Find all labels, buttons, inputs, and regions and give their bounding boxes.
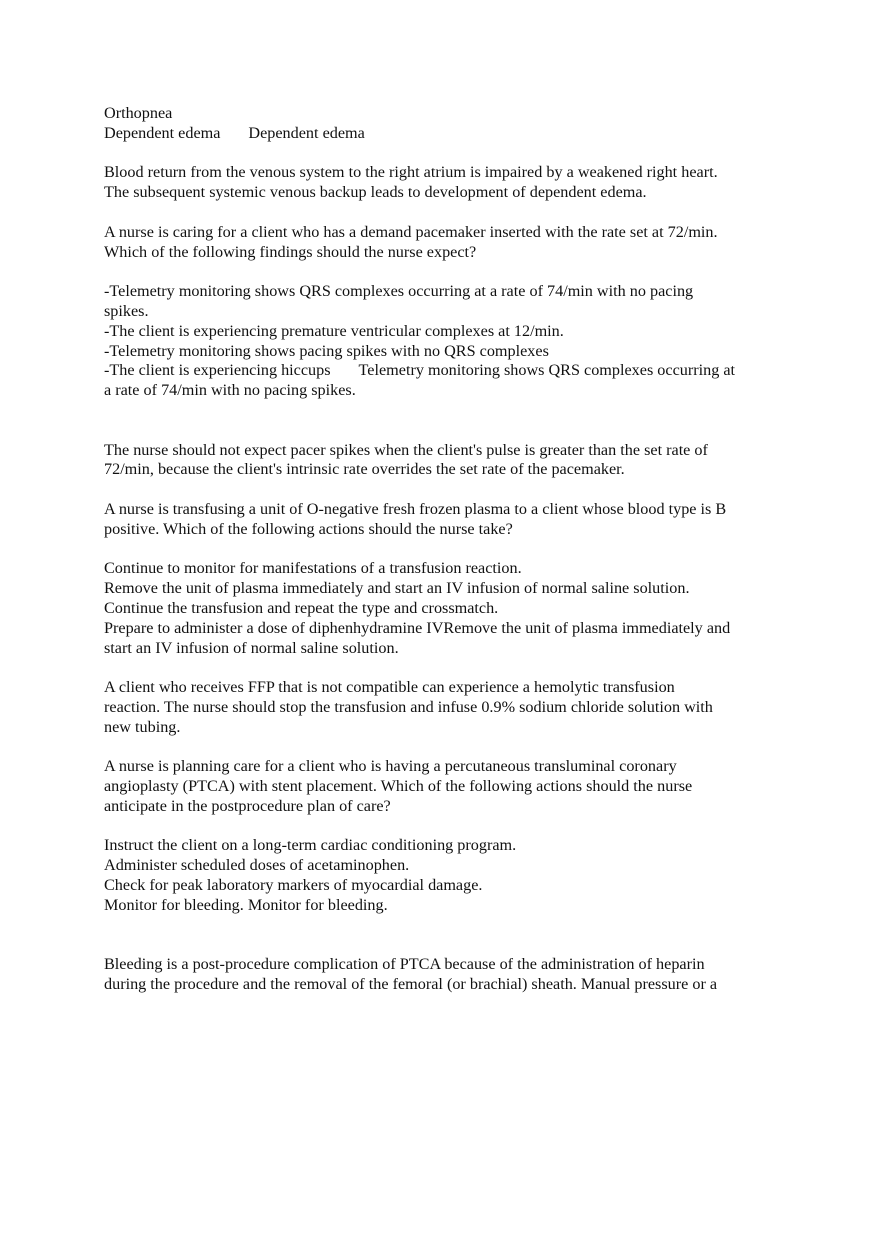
answer-text: Telemetry monitoring shows QRS complexes occurring at bbox=[358, 361, 736, 380]
rationale-line: The subsequent systemic venous backup leads to development of dependent edema. bbox=[104, 183, 647, 202]
option-answer-row bbox=[104, 361, 784, 381]
option-answer-row bbox=[104, 124, 784, 144]
rationale-line: Bleeding is a post-procedure complication of PTCA because of the administration of heparin bbox=[104, 955, 705, 974]
question-stem-line: positive. Which of the following actions should the nurse take? bbox=[104, 519, 513, 538]
option-line: spikes. bbox=[104, 301, 149, 320]
option-text: Dependent edema bbox=[104, 123, 221, 142]
option-text: -The client is experiencing hiccups bbox=[104, 361, 331, 380]
answer-continuation: start an IV infusion of normal saline solution. bbox=[104, 638, 399, 657]
option-line: Check for peak laboratory markers of myocardial damage. bbox=[104, 876, 483, 895]
answer-text: Dependent edema bbox=[248, 123, 365, 142]
spacer bbox=[104, 540, 784, 560]
option-line: -Telemetry monitoring shows QRS complexes occurring at a rate of 74/min with no pacing bbox=[104, 282, 694, 301]
option-text: Prepare to administer a dose of diphenhydramine IV bbox=[104, 618, 444, 637]
rationale-line: Blood return from the venous system to the right atrium is impaired by a weakened right heart. bbox=[104, 163, 718, 182]
document-body bbox=[104, 104, 784, 995]
option-line: Instruct the client on a long-term cardiac conditioning program. bbox=[104, 836, 517, 855]
rationale-line: new tubing. bbox=[104, 717, 181, 736]
option-line: Continue the transfusion and repeat the type and crossmatch. bbox=[104, 598, 499, 617]
answer-continuation: a rate of 74/min with no pacing spikes. bbox=[104, 381, 356, 400]
option-line: Continue to monitor for manifestations of a transfusion reaction. bbox=[104, 559, 522, 578]
option-answer-row bbox=[104, 896, 784, 916]
option-line: -Telemetry monitoring shows pacing spikes with no QRS complexes bbox=[104, 341, 549, 360]
option-line: -The client is experiencing premature ventricular complexes at 12/min. bbox=[104, 321, 564, 340]
spacer bbox=[104, 658, 784, 678]
option-line: Administer scheduled doses of acetaminophen. bbox=[104, 856, 410, 875]
answer-text: Remove the unit of plasma immediately and bbox=[443, 618, 731, 637]
question-stem-line: anticipate in the postprocedure plan of care? bbox=[104, 796, 391, 815]
rationale-line: reaction. The nurse should stop the transfusion and infuse 0.9% sodium chloride solution with bbox=[104, 697, 713, 716]
option-text: Monitor for bleeding. bbox=[104, 895, 244, 914]
question-stem-line: Which of the following findings should the nurse expect? bbox=[104, 242, 477, 261]
question-stem-line: A nurse is caring for a client who has a demand pacemaker inserted with the rate set at 72/min. bbox=[104, 222, 718, 241]
spacer bbox=[104, 262, 784, 282]
spacer bbox=[104, 817, 784, 837]
question-stem-line: A nurse is planning care for a client who is having a percutaneous transluminal coronary bbox=[104, 757, 677, 776]
spacer bbox=[104, 480, 784, 500]
rationale-line: during the procedure and the removal of the femoral (or brachial) sheath. Manual pressure or a bbox=[104, 975, 718, 994]
rationale-line: The nurse should not expect pacer spikes when the client's pulse is greater than the set rate of bbox=[104, 440, 708, 459]
spacer bbox=[104, 401, 784, 441]
rationale-line: 72/min, because the client's intrinsic rate overrides the set rate of the pacemaker. bbox=[104, 460, 625, 479]
rationale-line: A client who receives FFP that is not compatible can experience a hemolytic transfusion bbox=[104, 678, 675, 697]
spacer bbox=[104, 916, 784, 956]
option-line: Remove the unit of plasma immediately and start an IV infusion of normal saline solution. bbox=[104, 579, 690, 598]
spacer bbox=[104, 144, 784, 164]
question-stem-line: angioplasty (PTCA) with stent placement. Which of the following actions should the nurse bbox=[104, 777, 693, 796]
answer-text: Monitor for bleeding. bbox=[247, 895, 388, 914]
question-stem-line: A nurse is transfusing a unit of O-negative fresh frozen plasma to a client whose blood type is B bbox=[104, 499, 727, 518]
option-answer-row bbox=[104, 619, 784, 639]
spacer bbox=[104, 738, 784, 758]
term-heading: Orthopnea bbox=[104, 104, 173, 122]
spacer bbox=[104, 203, 784, 223]
